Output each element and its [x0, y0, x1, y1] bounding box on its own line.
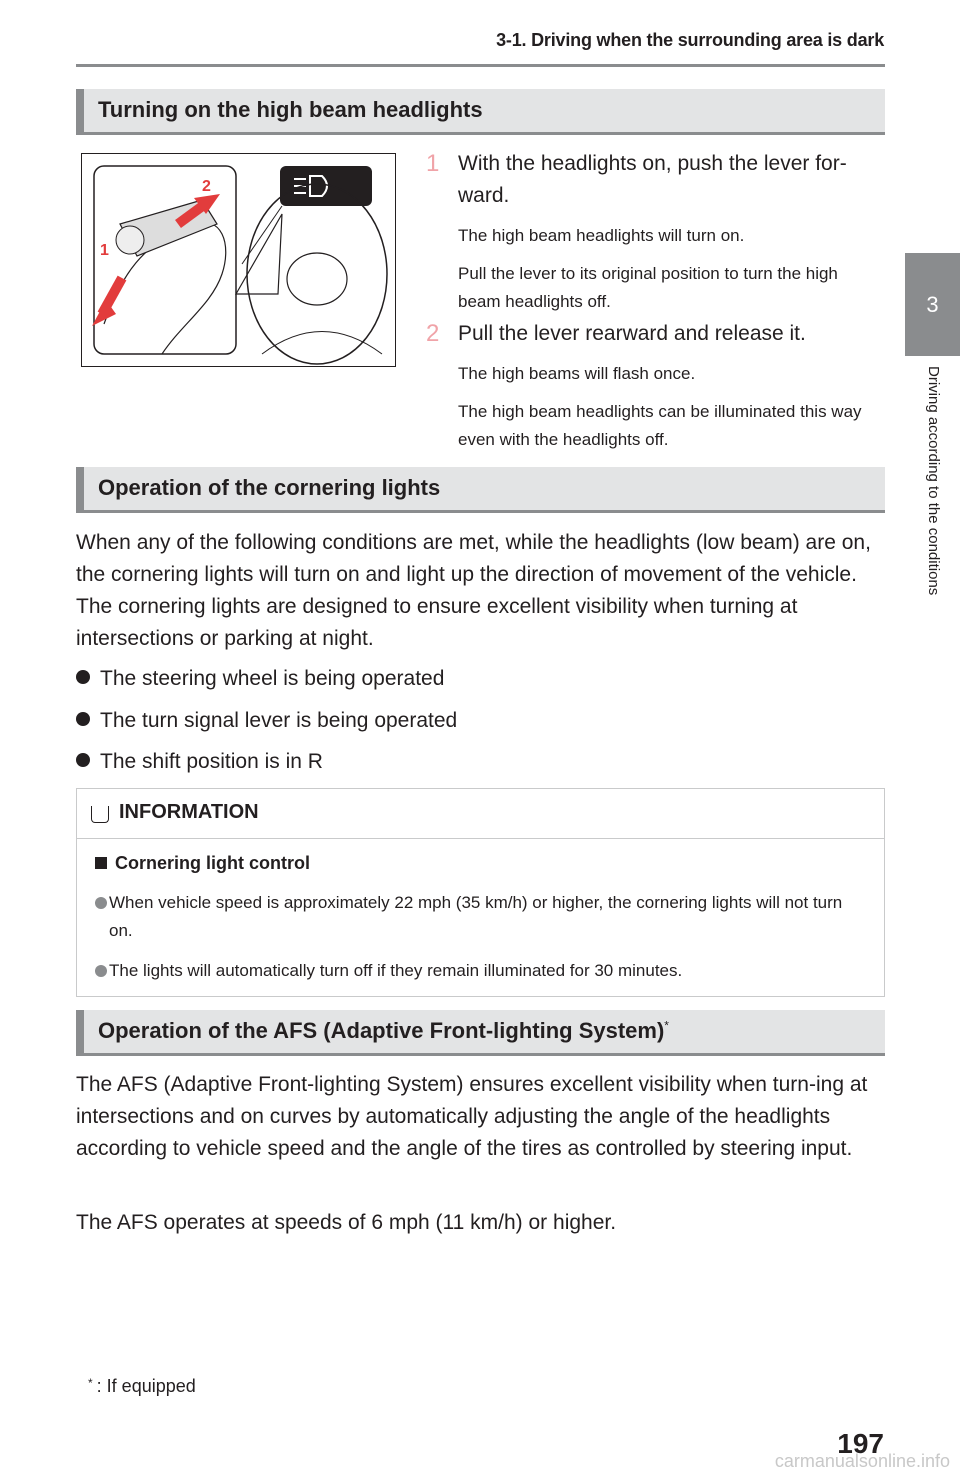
lever-illustration-svg: [82, 154, 395, 366]
chapter-number: 3: [926, 291, 939, 317]
list-item: The shift position is in R: [76, 746, 323, 778]
step-text: Pull the lever rearward and release it.: [458, 322, 806, 345]
callout-2: 2: [202, 178, 211, 195]
step-note: The high beam headlights will turn on.: [458, 226, 745, 245]
step-1: [426, 148, 866, 212]
section-header-cornering: [76, 467, 885, 513]
step-note: Pull the lever to its original position to turn the high beam headlights off.: [458, 264, 838, 311]
running-header: 3-1. Driving when the surrounding area is dark: [496, 30, 884, 50]
information-title: INFORMATION: [119, 801, 259, 823]
step-2: [426, 318, 866, 350]
section-header-high-beam: [76, 89, 885, 135]
bullet-icon: [76, 753, 90, 767]
section-title: Operation of the AFS (Adaptive Front-lighting System)*: [98, 1018, 669, 1043]
bullet-icon: [95, 897, 107, 909]
page-number: 197: [837, 1428, 884, 1459]
list-item: The turn signal lever is being operated: [76, 705, 457, 737]
section-header-afs: [76, 1010, 885, 1056]
watermark: carmanualsonline.info: [774, 1451, 950, 1471]
step-text: With the headlights on, push the lever for-ward.: [458, 152, 847, 207]
information-item: The lights will automatically turn off if they remain illuminated for 30 minutes.: [95, 957, 855, 985]
cornering-description: When any of the following conditions are met, while the headlights (low beam) are on, the cornering lights will turn on and light up the direction of movement of the vehicle. The cornering lights are designed to ensure excellent visibility when turning at intersections or parking at night.: [76, 531, 871, 650]
information-subtitle: Cornering light control: [95, 853, 310, 874]
footnote: * : If equipped: [88, 1376, 196, 1396]
step-note: The high beams will flash once.: [458, 364, 696, 383]
step-note: The high beam headlights can be illuminated this way even with the headlights off.: [458, 402, 862, 449]
section-title: Operation of the cornering lights: [98, 475, 441, 500]
callout-1: 1: [100, 242, 109, 259]
header-divider: [76, 64, 885, 67]
bullet-icon: [76, 712, 90, 726]
information-header: [77, 789, 884, 839]
chapter-tab: [905, 253, 960, 356]
footnote-marker: *: [664, 1018, 669, 1033]
afs-description: The AFS (Adaptive Front-lighting System) ensures excellent visibility when turn-ing at intersections and on curves by automatically adjusting the angle of the headlights according to vehicle speed and the angle of the tires as controlled by steering input.: [76, 1073, 868, 1160]
list-item: The steering wheel is being operated: [76, 663, 444, 695]
bullet-icon: [76, 670, 90, 684]
step-number: 2: [426, 320, 440, 347]
headlight-lever-illustration: [81, 153, 396, 367]
chapter-label: Driving according to the conditions: [925, 366, 942, 596]
section-title: Turning on the high beam headlights: [98, 97, 483, 122]
bullet-icon: [95, 965, 107, 977]
square-bullet-icon: [95, 857, 107, 869]
afs-speed-note: The AFS operates at speeds of 6 mph (11 km/h) or higher.: [76, 1211, 617, 1234]
step-number: 1: [426, 150, 440, 177]
footnote-marker: *: [88, 1376, 93, 1390]
information-icon: [91, 806, 109, 823]
information-item: When vehicle speed is approximately 22 mph (35 km/h) or higher, the cornering lights will not turn on.: [95, 889, 855, 945]
information-box: [76, 788, 885, 997]
